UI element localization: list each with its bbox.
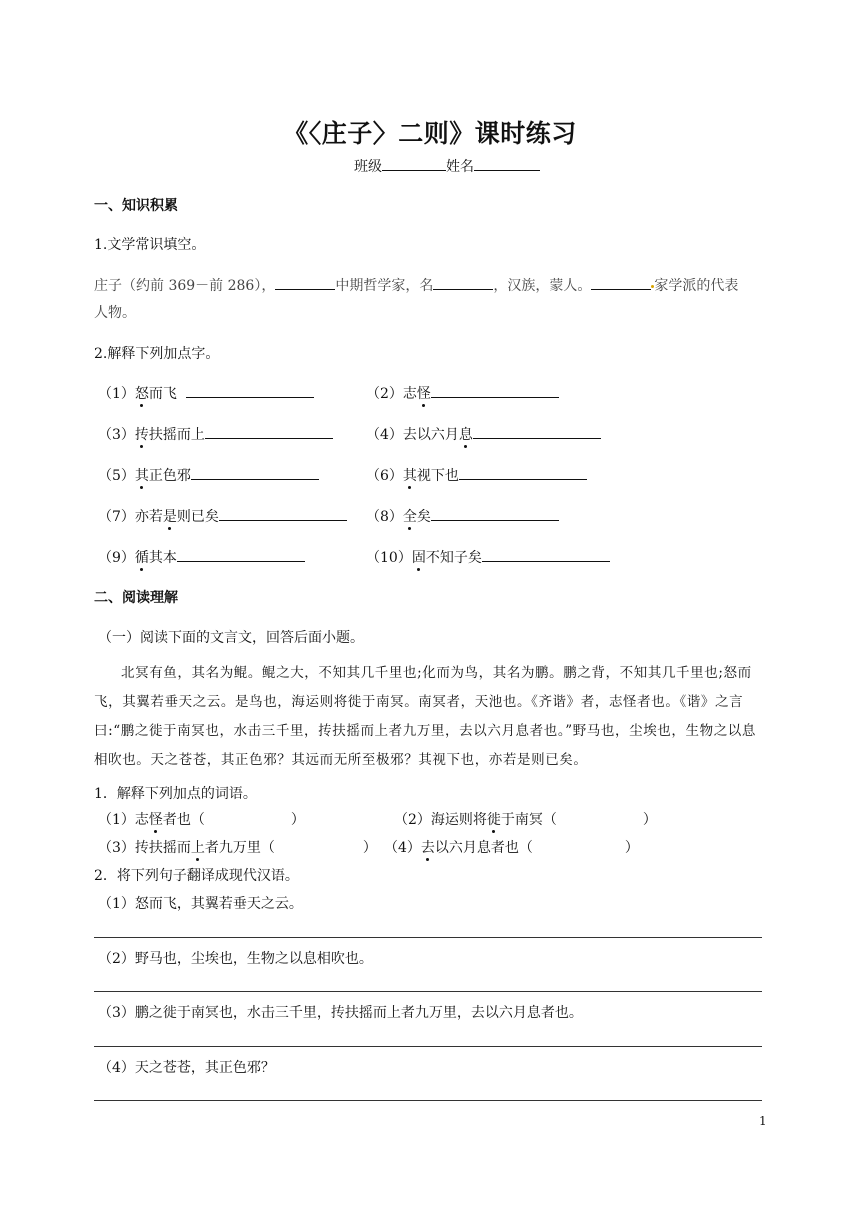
item-post: 者九万里（ bbox=[204, 840, 275, 856]
dotted-char: 息 bbox=[458, 427, 473, 443]
item-pre: （6） bbox=[366, 468, 403, 484]
dotted-char: 其 bbox=[402, 468, 417, 484]
item-post: 正色邪 bbox=[148, 468, 191, 484]
translation-4: （4）天之苍苍，其正色邪？ bbox=[98, 1060, 275, 1076]
reading-q1: 1．解释下列加点的词语。 bbox=[94, 786, 257, 802]
answer-blank[interactable] bbox=[219, 506, 347, 521]
fill-text-c: ，汉族，蒙人。 bbox=[493, 278, 592, 294]
item-pre: （1） bbox=[98, 386, 135, 402]
section2-sub: （一）阅读下面的文言文，回答后面小题。 bbox=[98, 630, 364, 646]
reading-q1-item-3 bbox=[98, 837, 377, 857]
class-label: 班级 bbox=[354, 159, 382, 175]
answer-blank[interactable] bbox=[431, 506, 559, 521]
translation-2: （2）野马也，尘埃也，生物之以息相吹也。 bbox=[98, 951, 373, 967]
translation-3: （3）鹏之徙于南冥也，水击三千里，抟扶摇而上者九万里，去以六月息者也。 bbox=[98, 1005, 583, 1021]
item-6 bbox=[366, 465, 587, 485]
fill-text-b: 中期哲学家，名 bbox=[335, 278, 434, 294]
given-name-blank[interactable] bbox=[433, 275, 493, 290]
item-3 bbox=[98, 424, 333, 444]
reading-q1-item-2 bbox=[394, 809, 657, 829]
item-post: 不知子矣 bbox=[425, 550, 482, 566]
answer-blank[interactable] bbox=[473, 424, 601, 439]
item-pre: （4） bbox=[384, 840, 421, 856]
q2-text: 2.解释下列加点字。 bbox=[94, 346, 220, 362]
school-blank[interactable] bbox=[591, 275, 651, 290]
class-name-line bbox=[354, 156, 540, 176]
item-pre: （2）海运则将 bbox=[394, 812, 487, 828]
answer-line-4[interactable] bbox=[94, 1100, 762, 1101]
dotted-char: 去 bbox=[420, 840, 435, 856]
answer-blank[interactable] bbox=[431, 383, 559, 398]
dotted-char: 抟 bbox=[134, 427, 149, 443]
dotted-char: 怪 bbox=[148, 812, 163, 828]
name-label: 姓名 bbox=[446, 159, 474, 175]
answer-blank[interactable] bbox=[459, 465, 587, 480]
close-paren: ） bbox=[642, 812, 657, 828]
answer-line-2[interactable] bbox=[94, 991, 762, 992]
dotted-char: 循 bbox=[134, 550, 149, 566]
fill-line-2: 人物。 bbox=[94, 305, 136, 321]
item-pre: （8） bbox=[366, 509, 403, 525]
item-pre: （4）去以六月 bbox=[366, 427, 459, 443]
item-9 bbox=[98, 547, 305, 567]
reading-q1-item-4 bbox=[384, 837, 639, 857]
dotted-char: 全 bbox=[402, 509, 417, 525]
item-post: 者也（ bbox=[162, 812, 205, 828]
item-pre: （2）志 bbox=[366, 386, 417, 402]
era-blank[interactable] bbox=[275, 275, 335, 290]
answer-blank[interactable] bbox=[177, 547, 305, 562]
page-number: 1 bbox=[759, 1114, 767, 1128]
item-2 bbox=[366, 383, 559, 403]
item-pre: （3）抟扶摇而 bbox=[98, 840, 191, 856]
reading-q1-item-1 bbox=[98, 809, 305, 829]
dotted-char: 怪 bbox=[416, 386, 431, 402]
section2-heading: 二、阅读理解 bbox=[94, 590, 178, 606]
item-pre: （10） bbox=[366, 550, 412, 566]
fill-line bbox=[94, 275, 738, 295]
class-blank[interactable] bbox=[382, 156, 446, 171]
item-8 bbox=[366, 506, 559, 526]
name-blank[interactable] bbox=[474, 156, 540, 171]
answer-blank[interactable] bbox=[482, 547, 610, 562]
item-7 bbox=[98, 506, 347, 526]
close-paren: ） bbox=[362, 840, 377, 856]
close-paren: ） bbox=[624, 840, 639, 856]
section1-heading: 一、知识积累 bbox=[94, 198, 178, 214]
answer-blank[interactable] bbox=[186, 383, 314, 398]
item-pre: （1）志 bbox=[98, 812, 149, 828]
answer-blank[interactable] bbox=[205, 424, 333, 439]
item-post: 以六月息者也（ bbox=[434, 840, 533, 856]
answer-blank[interactable] bbox=[191, 465, 319, 480]
item-post: 视下也 bbox=[416, 468, 459, 484]
item-pre: （9） bbox=[98, 550, 135, 566]
item-1 bbox=[98, 383, 314, 403]
item-post: 矣 bbox=[416, 509, 431, 525]
classical-passage: 北冥有鱼，其名为鲲。鲲之大，不知其几千里也;化而为鸟，其名为鹏。鹏之背，不知其几千里也;怒而飞，其翼若垂天之云。是鸟也，海运则将徙于南冥。南冥者，天池也。《齐谐》者，志怪者也。《谐》之言曰:“鹏之徙于南冥也，水击三千里，抟扶摇而上者九万里，去以六月息者也。”野马也，尘埃也，生物之以息相吹也。天之苍苍，其正色邪？其远而无所至极邪？其视下也，亦若是则已矣。 bbox=[94, 665, 756, 768]
item-post: 而飞 bbox=[148, 386, 177, 402]
dotted-char: 上 bbox=[190, 840, 205, 856]
fill-text-a: 庄子（约前 369－前 286）， bbox=[94, 278, 276, 294]
dotted-char: 固 bbox=[411, 550, 426, 566]
answer-line-3[interactable] bbox=[94, 1046, 762, 1047]
dotted-char: 怒 bbox=[134, 386, 149, 402]
dotted-char: 徙 bbox=[486, 812, 501, 828]
page-title: 《〈庄子〉二则》课时练习 bbox=[283, 119, 577, 148]
reading-q2: 2．将下列句子翻译成现代汉语。 bbox=[94, 868, 299, 884]
item-pre: （7）亦若 bbox=[98, 509, 163, 525]
item-post: 其本 bbox=[148, 550, 177, 566]
item-4 bbox=[366, 424, 601, 444]
translation-1: （1）怒而飞，其翼若垂天之云。 bbox=[98, 896, 303, 912]
item-10 bbox=[366, 547, 610, 567]
item-5 bbox=[98, 465, 319, 485]
item-pre: （5） bbox=[98, 468, 135, 484]
fill-text-d: 家学派的代表 bbox=[654, 278, 739, 294]
q1-text: 1.文学常识填空。 bbox=[94, 237, 206, 253]
item-post: 则已矣 bbox=[176, 509, 219, 525]
answer-line-1[interactable] bbox=[94, 937, 762, 938]
close-paren: ） bbox=[290, 812, 305, 828]
dotted-char: 其 bbox=[134, 468, 149, 484]
item-pre: （3） bbox=[98, 427, 135, 443]
dotted-char: 是 bbox=[162, 509, 177, 525]
item-post: 扶摇而上 bbox=[148, 427, 205, 443]
item-post: 于南冥（ bbox=[500, 812, 557, 828]
